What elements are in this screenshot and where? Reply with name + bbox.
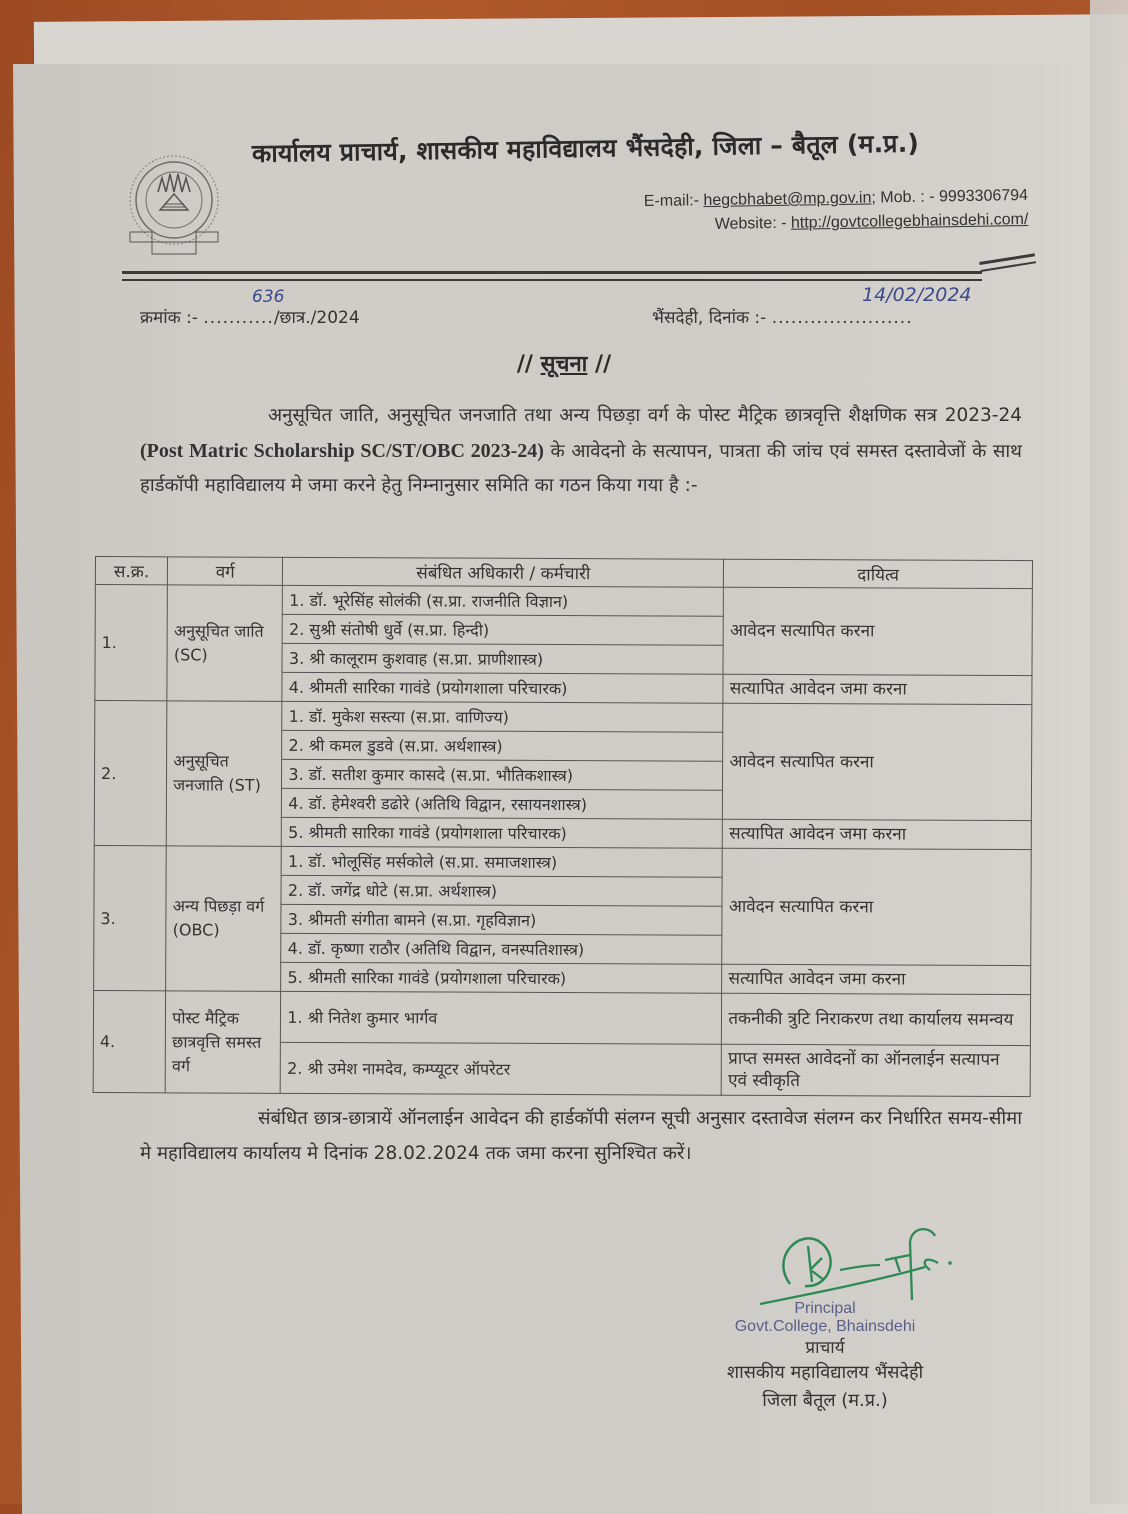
- stamp-principal: Principal: [794, 1300, 856, 1317]
- duty-cell: तकनीकी त्रुटि निराकरण तथा कार्यालय समन्वय: [722, 993, 1031, 1045]
- table-header-row: [95, 557, 1032, 589]
- intro-text-1: अनुसूचित जाति, अनुसूचित जनजाति तथा अन्य पिछड़ा वर्ग के पोस्ट मैट्रिक छात्रवृत्ति शैक्षणिक सत्र 2023-24: [268, 405, 1022, 426]
- header-category: वर्ग: [168, 557, 283, 586]
- notice-heading: [0, 348, 1128, 378]
- serial-cell: 1.: [95, 585, 168, 701]
- official-cell: 2. श्री कमल डुडवे (स.प्रा. अर्थशास्त्र): [282, 730, 723, 761]
- official-cell: 3. डॉ. सतीश कुमार कासदे (स.प्रा. भौतिकशास्त्र): [282, 759, 723, 790]
- intro-english-title: (Post Matric Scholarship SC/ST/OBC 2023-24): [140, 439, 544, 462]
- reference-suffix: /छात्र./2024: [273, 308, 360, 328]
- duty-cell: प्राप्त समस्त आवेदनों का ऑनलाईन सत्यापन एवं स्वीकृति: [722, 1044, 1031, 1096]
- duty-cell: आवेदन सत्यापित करना: [723, 703, 1032, 820]
- duty-cell: सत्यापित आवेदन जमा करना: [723, 819, 1032, 849]
- date-blank: ......................: [771, 308, 913, 328]
- category-cell: अनुसूचित जनजाति (ST): [167, 701, 283, 847]
- official-cell: 2. सुश्री संतोषी धुर्वे (स.प्रा. हिन्दी): [282, 614, 723, 645]
- heading-text: सूचना: [540, 352, 588, 377]
- header-serial: स.क्र.: [95, 557, 167, 585]
- intro-paragraph: [140, 399, 1022, 504]
- heading-slashes-right: //: [587, 352, 612, 377]
- website-link[interactable]: http://govtcollegebhainsdehi.com/: [790, 210, 1029, 232]
- email-link[interactable]: hegcbhabet@mp.gov.in: [703, 189, 872, 210]
- table-row: [94, 845, 1031, 878]
- website-label: Website: -: [714, 214, 791, 233]
- notice-date: [652, 305, 913, 328]
- official-cell: 4. डॉ. कृष्णा राठौर (अतिथि विद्वान, वनस्पतिशास्त्र): [281, 933, 722, 964]
- table-row: [93, 990, 1030, 1045]
- header-duty: दायित्व: [724, 559, 1033, 588]
- signatory-district: जिला बैतूल (म.प्र.): [762, 1390, 888, 1411]
- signatory-title: प्राचार्य: [805, 1338, 845, 1358]
- duty-cell: आवेदन सत्यापित करना: [723, 587, 1032, 675]
- stamp-college: Govt.College, Bhainsdehi: [734, 1318, 916, 1335]
- principal-signature: [760, 1222, 970, 1306]
- duty-cell: सत्यापित आवेदन जमा करना: [723, 674, 1032, 704]
- closing-paragraph: संबंधित छात्र-छात्रायें ऑनलाईन आवेदन की हार्डकॉपी संलग्न सूची अनुसार दस्तावेज संलग्न कर निर्धारित समय-सीमा मे महाविद्यालय कार्यालय मे दिनांक 28.02.2024 तक जमा करना सुनिश्चित करें।: [140, 1108, 1022, 1164]
- intro-text-2: के आवेदनो के सत्यापन, पात्रता की जांच एवं समस्त दस्तावेजों के साथ हार्डकॉपी महाविद्यालय मे जमा करने हेतु निम्नानुसार समिति का गठन किया गया है :-: [140, 440, 1022, 496]
- header-divider-tail: [979, 253, 1036, 272]
- category-cell: अन्य पिछड़ा वर्ग (OBC): [166, 846, 282, 992]
- duty-cell: सत्यापित आवेदन जमा करना: [722, 964, 1031, 994]
- serial-cell: 2.: [94, 701, 167, 846]
- reference-number: [140, 305, 360, 328]
- heading-slashes-left: //: [516, 352, 541, 377]
- official-cell: 1. डॉ. मुकेश सस्त्या (स.प्रा. वाणिज्य): [282, 701, 723, 732]
- reference-blank: ...........: [203, 308, 274, 328]
- category-cell: पोस्ट मैट्रिक छात्रवृत्ति समस्त वर्ग: [165, 991, 281, 1094]
- serial-cell: 3.: [94, 845, 167, 990]
- official-cell: 2. डॉ. जगेंद्र धोटे (स.प्रा. अर्थशास्त्र): [281, 875, 722, 906]
- official-cell: 1. श्री नितेश कुमार भार्गव: [281, 991, 722, 1044]
- reference-label: क्रमांक :-: [140, 308, 198, 328]
- handwritten-date: 14/02/2024: [862, 284, 972, 306]
- category-cell: अनुसूचित जाति (SC): [167, 585, 283, 702]
- mobile-number: 9993306794: [938, 187, 1028, 206]
- official-cell: 3. श्री कालूराम कुशवाह (स.प्रा. प्राणीशास्त्र): [282, 643, 723, 674]
- official-cell: 5. श्रीमती सारिका गावंडे (प्रयोगशाला परिचारक): [282, 817, 723, 848]
- college-emblem-logo: [118, 150, 230, 262]
- mobile-label: ; Mob. : -: [871, 188, 939, 207]
- official-cell: 2. श्री उमेश नामदेव, कम्प्यूटर ऑपरेटर: [281, 1042, 722, 1095]
- signature-block: [660, 1300, 990, 1416]
- official-cell: 4. डॉ. हेमेश्वरी डढोरे (अतिथि विद्वान, रसायनशास्त्र): [282, 788, 723, 819]
- official-cell: 3. श्रीमती संगीता बामने (स.प्रा. गृहविज्ञान): [281, 904, 722, 935]
- contact-info: [643, 184, 1028, 238]
- table-row: [95, 701, 1032, 734]
- handwritten-reference-number: 636: [252, 287, 285, 307]
- date-label: भैंसदेही, दिनांक :-: [652, 308, 767, 328]
- office-title: कार्यालय प्राचार्य, शासकीय महाविद्यालय भैंसदेही, जिला – बैतूल (म.प्र.): [251, 128, 920, 168]
- official-cell: 5. श्रीमती सारिका गावंडे (प्रयोगशाला परिचारक): [281, 962, 722, 993]
- header-officials: संबंधित अधिकारी / कर्मचारी: [283, 557, 724, 587]
- signatory-institution: शासकीय महाविद्यालय भैंसदेही: [726, 1362, 924, 1383]
- official-cell: 4. श्रीमती सारिका गावंडे (प्रयोगशाला परिचारक): [282, 672, 723, 703]
- committee-table: [93, 556, 1033, 1097]
- official-cell: 1. डॉ. भोलूसिंह मर्सकोले (स.प्रा. समाजशास्त्र): [281, 846, 722, 877]
- serial-cell: 4.: [93, 990, 166, 1092]
- email-label: E-mail:-: [643, 192, 704, 211]
- header-divider: [122, 271, 982, 281]
- table-row: [95, 585, 1032, 618]
- official-cell: 1. डॉ. भूरेसिंह सोलंकी (स.प्रा. राजनीति विज्ञान): [283, 585, 724, 616]
- duty-cell: आवेदन सत्यापित करना: [722, 848, 1031, 965]
